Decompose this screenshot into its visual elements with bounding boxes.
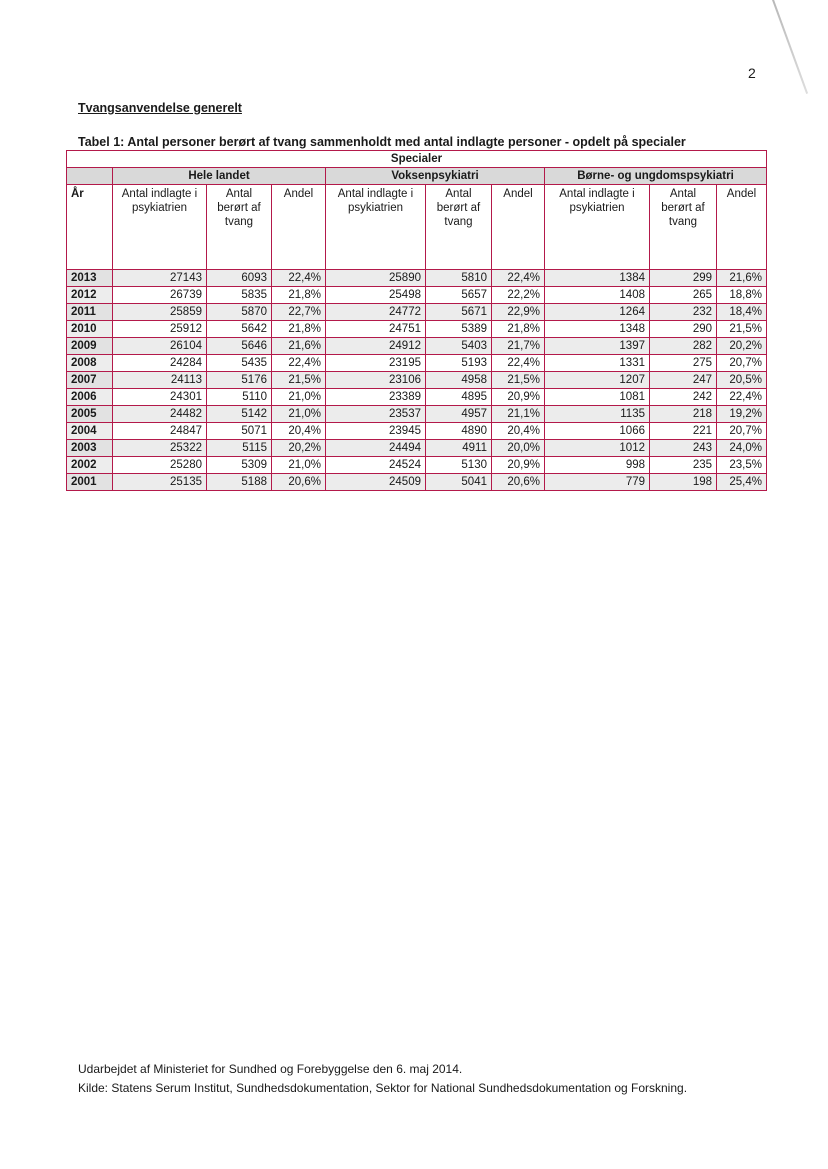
table-cell: 21,1% <box>492 406 545 423</box>
table-cell: 5646 <box>207 338 272 355</box>
table-cell: 5130 <box>426 457 492 474</box>
table-cell: 4911 <box>426 440 492 457</box>
table-cell: 20,9% <box>492 389 545 406</box>
table-row <box>67 389 767 406</box>
table-cell: 25890 <box>326 270 426 287</box>
table-cell: 21,6% <box>272 338 326 355</box>
table-row <box>67 440 767 457</box>
table-cell: 25280 <box>113 457 207 474</box>
column-header: Antal berørt af tvang <box>650 185 717 270</box>
table-cell: 20,7% <box>717 423 767 440</box>
table-cell: 5188 <box>207 474 272 491</box>
table-cell: 5657 <box>426 287 492 304</box>
page-number: 2 <box>748 65 756 81</box>
table-cell: 21,8% <box>272 287 326 304</box>
table-cell: 21,5% <box>272 372 326 389</box>
table-cell: 232 <box>650 304 717 321</box>
table-cell: 242 <box>650 389 717 406</box>
table-cell: 24482 <box>113 406 207 423</box>
table-cell: 20,5% <box>717 372 767 389</box>
column-header: Andel <box>272 185 326 270</box>
table-cell: 1408 <box>545 287 650 304</box>
column-header: Antal berørt af tvang <box>207 185 272 270</box>
table-cell: 22,4% <box>492 270 545 287</box>
column-header: Andel <box>492 185 545 270</box>
table-cell: 5142 <box>207 406 272 423</box>
table-row <box>67 304 767 321</box>
table-row <box>67 270 767 287</box>
scan-edge-mark <box>772 0 808 94</box>
column-header: Andel <box>717 185 767 270</box>
table-cell: 25,4% <box>717 474 767 491</box>
table-cell: 4895 <box>426 389 492 406</box>
table-cell: 1207 <box>545 372 650 389</box>
table-cell: 1384 <box>545 270 650 287</box>
column-header-year: År <box>67 185 113 270</box>
table-cell: 18,4% <box>717 304 767 321</box>
table-cell: 20,7% <box>717 355 767 372</box>
table-cell: 24,0% <box>717 440 767 457</box>
year-cell: 2012 <box>67 287 113 304</box>
year-cell: 2005 <box>67 406 113 423</box>
table-cell: 22,2% <box>492 287 545 304</box>
year-cell: 2001 <box>67 474 113 491</box>
coercion-table <box>66 150 767 491</box>
table-cell: 25322 <box>113 440 207 457</box>
table-cell: 5435 <box>207 355 272 372</box>
table-cell: 5870 <box>207 304 272 321</box>
table-cell: 1135 <box>545 406 650 423</box>
column-header: Antal berørt af tvang <box>426 185 492 270</box>
table-cell: 1264 <box>545 304 650 321</box>
table-cell: 5071 <box>207 423 272 440</box>
table-cell: 5110 <box>207 389 272 406</box>
table-cell: 22,4% <box>272 355 326 372</box>
table-cell: 22,4% <box>717 389 767 406</box>
table-cell: 25912 <box>113 321 207 338</box>
column-header: Antal indlagte i psykiatrien <box>113 185 207 270</box>
table-cell: 243 <box>650 440 717 457</box>
footer-prepared-by: Udarbejdet af Ministeriet for Sundhed og Forebyggelse den 6. maj 2014. <box>78 1062 463 1076</box>
column-header: Antal indlagte i psykiatrien <box>545 185 650 270</box>
table-cell: 20,0% <box>492 440 545 457</box>
table-cell: 22,9% <box>492 304 545 321</box>
year-cell: 2011 <box>67 304 113 321</box>
table-cell: 198 <box>650 474 717 491</box>
table-cell: 20,4% <box>492 423 545 440</box>
table-cell: 275 <box>650 355 717 372</box>
table-cell: 18,8% <box>717 287 767 304</box>
footer <box>78 1060 687 1098</box>
table-row <box>67 457 767 474</box>
table-cell: 26104 <box>113 338 207 355</box>
table-cell: 25498 <box>326 287 426 304</box>
table-cell: 1397 <box>545 338 650 355</box>
column-header-row <box>67 185 767 270</box>
table-cell: 5810 <box>426 270 492 287</box>
table-cell: 5309 <box>207 457 272 474</box>
table-cell: 23106 <box>326 372 426 389</box>
table-cell: 20,6% <box>492 474 545 491</box>
table-cell: 4957 <box>426 406 492 423</box>
table-cell: 4958 <box>426 372 492 389</box>
table-row <box>67 372 767 389</box>
table-cell: 5403 <box>426 338 492 355</box>
year-cell: 2008 <box>67 355 113 372</box>
table-row <box>67 338 767 355</box>
group-header-boerne-ungdomspsykiatri: Børne- og ungdomspsykiatri <box>545 168 767 185</box>
table-cell: 24847 <box>113 423 207 440</box>
table-cell: 20,2% <box>272 440 326 457</box>
table-cell: 21,7% <box>492 338 545 355</box>
table-cell: 19,2% <box>717 406 767 423</box>
table-cell: 21,0% <box>272 457 326 474</box>
table-cell: 247 <box>650 372 717 389</box>
table-cell: 23537 <box>326 406 426 423</box>
table-cell: 1066 <box>545 423 650 440</box>
table-row <box>67 423 767 440</box>
table-cell: 24509 <box>326 474 426 491</box>
table-cell: 21,5% <box>492 372 545 389</box>
table-cell: 24284 <box>113 355 207 372</box>
year-cell: 2010 <box>67 321 113 338</box>
table-cell: 22,4% <box>272 270 326 287</box>
table-cell: 27143 <box>113 270 207 287</box>
table-cell: 23389 <box>326 389 426 406</box>
table-cell: 23195 <box>326 355 426 372</box>
table-cell: 21,0% <box>272 389 326 406</box>
table-cell: 5835 <box>207 287 272 304</box>
table-cell: 1012 <box>545 440 650 457</box>
table-cell: 20,2% <box>717 338 767 355</box>
table-cell: 21,8% <box>272 321 326 338</box>
table-cell: 221 <box>650 423 717 440</box>
table-cell: 235 <box>650 457 717 474</box>
table-cell: 282 <box>650 338 717 355</box>
table-cell: 26739 <box>113 287 207 304</box>
table-cell: 5642 <box>207 321 272 338</box>
table-cell: 5389 <box>426 321 492 338</box>
table-cell: 20,9% <box>492 457 545 474</box>
table-row <box>67 321 767 338</box>
table-cell: 24494 <box>326 440 426 457</box>
year-cell: 2013 <box>67 270 113 287</box>
table-cell: 22,4% <box>492 355 545 372</box>
year-cell: 2007 <box>67 372 113 389</box>
specialer-header: Specialer <box>67 151 767 168</box>
table-cell: 6093 <box>207 270 272 287</box>
table-cell: 24751 <box>326 321 426 338</box>
footer-source: Kilde: Statens Serum Institut, Sundhedsdokumentation, Sektor for National Sundhedsdokumentation og Forskning. <box>78 1081 688 1095</box>
table-cell: 24524 <box>326 457 426 474</box>
year-group-spacer <box>67 168 113 185</box>
table-cell: 299 <box>650 270 717 287</box>
table-cell: 22,7% <box>272 304 326 321</box>
table-cell: 23,5% <box>717 457 767 474</box>
table-cell: 5041 <box>426 474 492 491</box>
group-header-voksenpsykiatri: Voksenpsykiatri <box>326 168 545 185</box>
table-cell: 23945 <box>326 423 426 440</box>
table-cell: 25135 <box>113 474 207 491</box>
year-cell: 2004 <box>67 423 113 440</box>
year-cell: 2009 <box>67 338 113 355</box>
table-cell: 20,4% <box>272 423 326 440</box>
table-cell: 20,6% <box>272 474 326 491</box>
table-cell: 21,8% <box>492 321 545 338</box>
group-header-hele-landet: Hele landet <box>113 168 326 185</box>
table-cell: 24113 <box>113 372 207 389</box>
table-cell: 5176 <box>207 372 272 389</box>
table-cell: 24301 <box>113 389 207 406</box>
table-cell: 21,6% <box>717 270 767 287</box>
table-caption: Tabel 1: Antal personer berørt af tvang sammenholdt med antal indlagte personer - opdelt på specialer <box>78 135 686 149</box>
table-cell: 779 <box>545 474 650 491</box>
table-cell: 290 <box>650 321 717 338</box>
table-cell: 218 <box>650 406 717 423</box>
table-cell: 25859 <box>113 304 207 321</box>
table-cell: 24912 <box>326 338 426 355</box>
table-cell: 1348 <box>545 321 650 338</box>
table-row <box>67 474 767 491</box>
table-cell: 21,5% <box>717 321 767 338</box>
year-cell: 2006 <box>67 389 113 406</box>
table-cell: 998 <box>545 457 650 474</box>
table-cell: 24772 <box>326 304 426 321</box>
table-cell: 5671 <box>426 304 492 321</box>
table-row <box>67 355 767 372</box>
year-cell: 2003 <box>67 440 113 457</box>
table-cell: 1081 <box>545 389 650 406</box>
table-cell: 5115 <box>207 440 272 457</box>
table-cell: 5193 <box>426 355 492 372</box>
section-title: Tvangsanvendelse generelt <box>78 101 242 115</box>
table-row <box>67 406 767 423</box>
table-cell: 4890 <box>426 423 492 440</box>
table-row <box>67 287 767 304</box>
table-cell: 265 <box>650 287 717 304</box>
table-cell: 21,0% <box>272 406 326 423</box>
year-cell: 2002 <box>67 457 113 474</box>
column-header: Antal indlagte i psykiatrien <box>326 185 426 270</box>
table-cell: 1331 <box>545 355 650 372</box>
